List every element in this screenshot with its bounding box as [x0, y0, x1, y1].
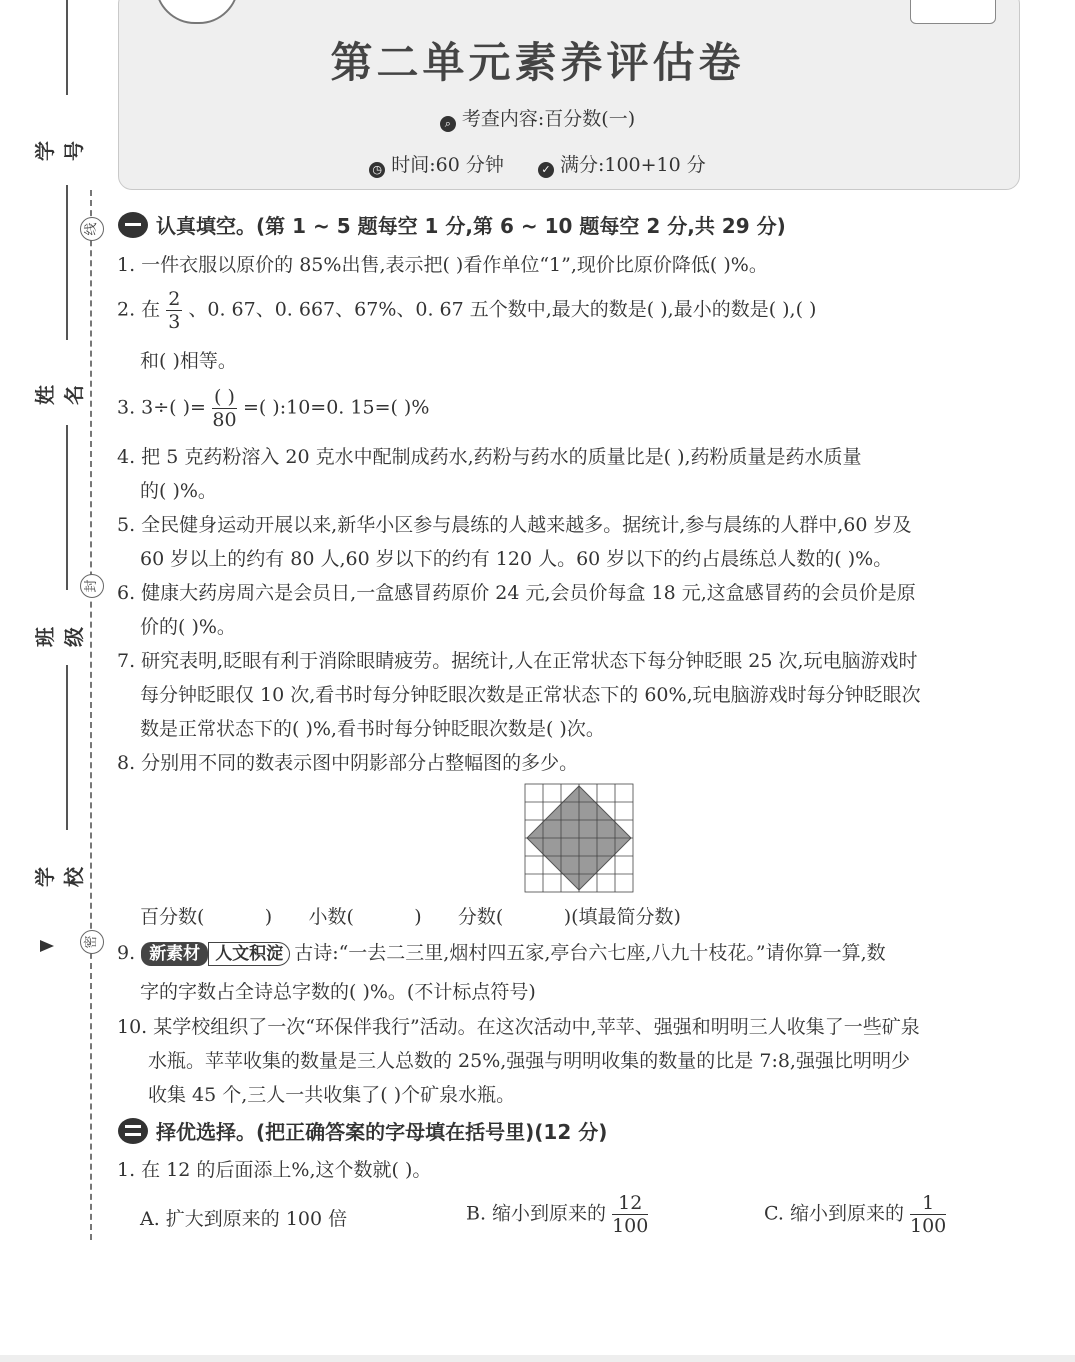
page-title: 第二单元素养评估卷	[330, 38, 745, 87]
question-1: 1. 一件衣服以原价的 85%出售,表示把( )看作单位“1”,现价比原价降低( )%。	[117, 254, 768, 276]
option-c-fraction	[910, 1192, 946, 1237]
question-10-line-2: 水瓶。苹苹收集的数量是三人总数的 25%,强强与明明收集的数量的比是 7:8,强强比明明少	[148, 1050, 910, 1072]
side-line-2	[66, 185, 68, 340]
side-line-4	[66, 665, 68, 830]
search-icon: ⌕	[440, 116, 456, 132]
option-b-text: B. 缩小到原来的	[466, 1202, 607, 1225]
q9-text: 古诗:“一去二三里,烟村四五家,亭台六七座,八九十枝花。”请你算一算,数	[294, 942, 886, 964]
section-2-badge-icon	[118, 1118, 148, 1144]
q3-post: =( ):10=0. 15=( )%	[242, 396, 430, 419]
question-5-line-1: 5. 全民健身运动开展以来,新华小区参与晨练的人越来越多。据统计,参与晨练的人群中,60 岁及	[117, 514, 912, 536]
question-10-line-3: 收集 45 个,三人一共收集了( )个矿泉水瓶。	[148, 1084, 516, 1106]
score-box	[910, 0, 996, 24]
binding-dashed-line	[90, 190, 92, 1240]
grid-lines	[525, 784, 633, 892]
q3-fraction	[212, 386, 237, 431]
humanities-tag: 人文积淀	[208, 942, 290, 966]
arrow-icon	[40, 940, 54, 952]
option-b	[466, 1192, 648, 1237]
new-material-tag: 新素材	[141, 942, 208, 966]
question-6-line-1: 6. 健康大药房周六是会员日,一盒感冒药原价 24 元,会员价每盒 18 元,这盒感冒药的会员价是原	[117, 582, 916, 604]
q3-pre: 3. 3÷( )=	[117, 396, 206, 419]
option-c-text: C. 缩小到原来的	[764, 1202, 904, 1225]
check-icon: ✓	[538, 162, 554, 178]
seal-seal: 封	[80, 574, 104, 598]
q3-frac-num: ( )	[214, 386, 235, 408]
option-b-fraction	[612, 1192, 648, 1237]
side-label-student-id: 学号	[33, 141, 86, 161]
option-c-num: 1	[910, 1192, 946, 1215]
question-7-line-2: 每分钟眨眼仅 10 次,看书时每分钟眨眼次数是正常状态下的 60%,玩电脑游戏时每分钟眨眼次	[140, 684, 921, 706]
question-4-line-2: 的( )%。	[140, 480, 217, 502]
option-c	[764, 1192, 946, 1237]
q2-pre: 2. 在	[117, 298, 161, 321]
content-label: 考查内容:百分数(一)	[461, 108, 636, 130]
side-label-class: 班级	[33, 627, 86, 647]
question-9-line-2: 字的字数占全诗总字数的( )%。(不计标点符号)	[140, 981, 536, 1003]
question-3	[117, 386, 429, 431]
q2-frac-den: 3	[168, 311, 181, 333]
section-1-title-text: 认真填空。(第 1 ~ 5 题每空 1 分,第 6 ~ 10 题每空 2 分,共 29 分)	[156, 214, 786, 238]
section-1-badge-icon	[118, 212, 148, 238]
question-7-line-1: 7. 研究表明,眨眼有利于消除眼睛疲劳。据统计,人在正常状态下每分钟眨眼 25 次,玩电脑游戏时	[117, 650, 918, 672]
seal-secret: 密	[80, 930, 104, 954]
section-2-title-text: 择优选择。(把正确答案的字母填在括号里)(12 分)	[156, 1120, 608, 1144]
question-2	[117, 288, 816, 333]
question-2-line-2: 和( )相等。	[140, 350, 237, 372]
shaded-grid-figure	[524, 783, 634, 893]
q9-pre: 9.	[117, 942, 136, 964]
question-5-line-2: 60 岁以上的约有 80 人,60 岁以下的约有 120 人。60 岁以下的约占晨练总人数的( )%。	[140, 548, 893, 570]
question-10-line-1: 10. 某学校组织了一次“环保伴我行”活动。在这次活动中,苹苹、强强和明明三人收集了一些矿泉	[117, 1016, 920, 1038]
content-line	[0, 104, 1075, 132]
question-8-line-1: 8. 分别用不同的数表示图中阴影部分占整幅图的多少。	[117, 752, 579, 774]
question-7-line-3: 数是正常状态下的( )%,看书时每分钟眨眼次数是( )次。	[140, 718, 605, 740]
section-1-title	[118, 210, 786, 239]
seal-line: 线	[80, 217, 104, 241]
option-a: A. 扩大到原来的 100 倍	[140, 1208, 348, 1230]
question-9-line-1	[117, 938, 886, 966]
option-c-den: 100	[910, 1215, 947, 1237]
side-line-3	[66, 425, 68, 590]
side-label-school: 学校	[33, 867, 86, 887]
time-label: 时间:60 分钟	[391, 154, 504, 176]
option-b-num: 12	[612, 1192, 648, 1215]
question-6-line-2: 价的( )%。	[140, 616, 236, 638]
time-score-line	[0, 150, 1075, 178]
clock-icon: ◷	[369, 162, 385, 178]
q3-frac-den: 80	[212, 409, 237, 431]
score-label: 满分:100+10 分	[559, 154, 706, 176]
side-label-name: 姓名	[33, 385, 86, 405]
q2-frac-num: 2	[168, 288, 181, 310]
question-4-line-1: 4. 把 5 克药粉溶入 20 克水中配制成药水,药粉与药水的质量比是( ),药粉质量是药水质量	[117, 446, 862, 468]
section-2-question-1: 1. 在 12 的后面添上%,这个数就( )。	[117, 1159, 432, 1181]
option-b-den: 100	[612, 1215, 649, 1237]
q2-fraction	[166, 288, 182, 333]
q2-post: 、0. 67、0. 667、67%、0. 67 五个数中,最大的数是( ),最小的数是( ),( )	[188, 298, 817, 321]
footer-strip	[0, 1355, 1075, 1362]
section-2-title	[118, 1116, 607, 1145]
question-8-answers: 百分数( ) 小数( ) 分数( )(填最简分数)	[140, 906, 681, 928]
